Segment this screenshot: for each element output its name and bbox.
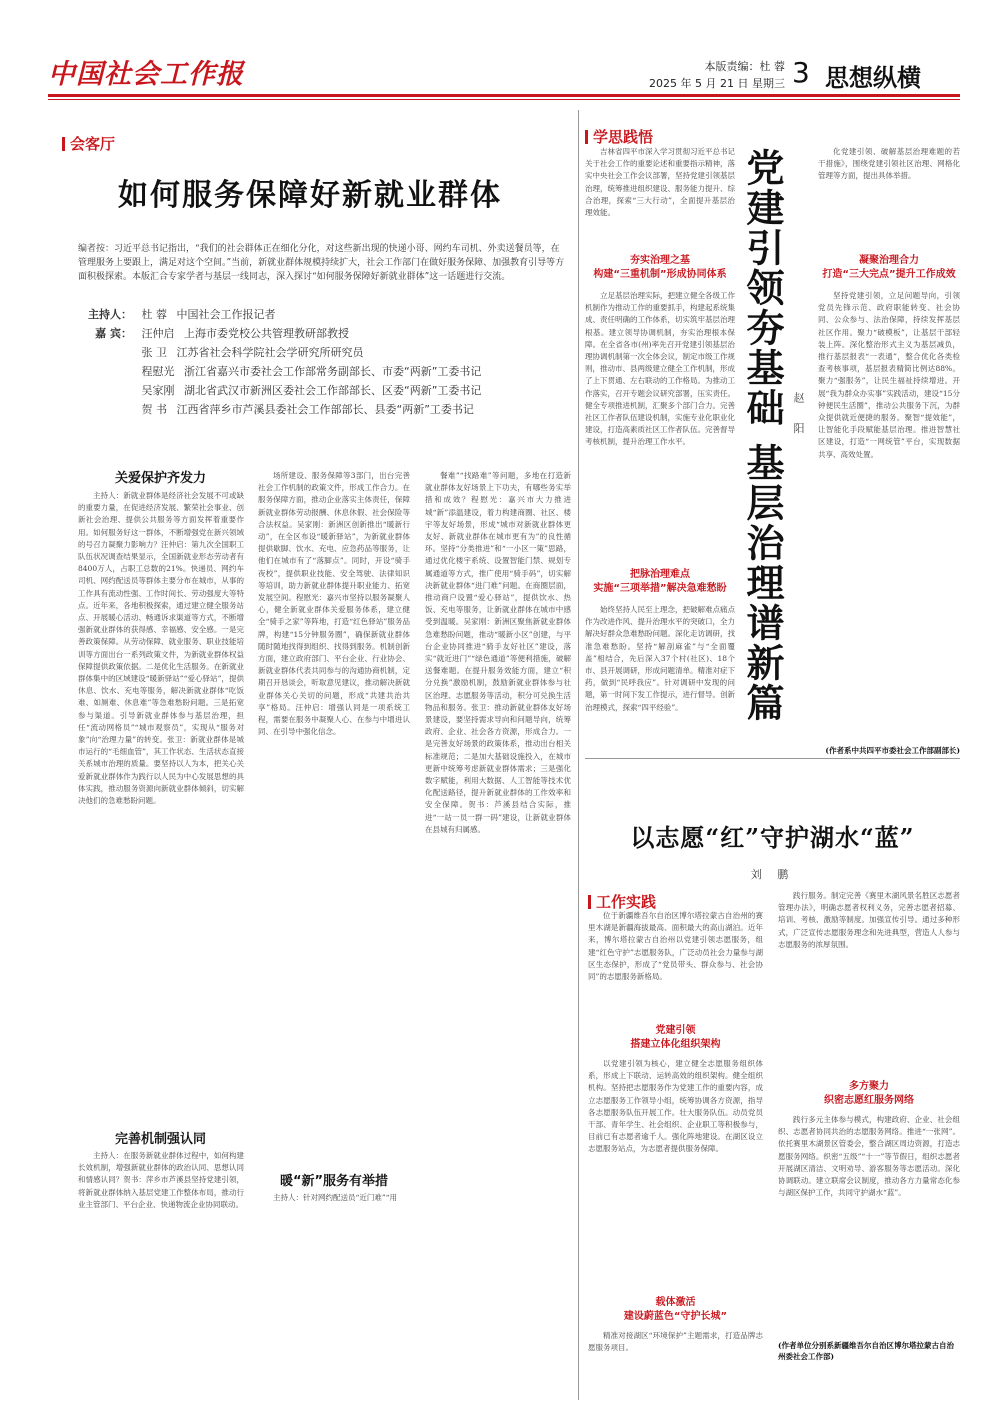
issue-date: 2025 年 5 月 21 日 星期三: [649, 77, 785, 90]
volunteer-headline: 以志愿“红”守护湖水“蓝”: [630, 823, 915, 852]
guest-row: [82, 343, 562, 362]
article-column-3: [425, 470, 571, 1370]
header-rule: [48, 94, 960, 97]
host-role: 主持人：: [88, 308, 132, 321]
editor-info: [649, 58, 785, 92]
header-rule-thin: [48, 99, 960, 100]
paragraph: 践行服务。制定完善《赛里木湖风景名胜区志愿者管理办法》，明确志愿者权利义务，完善志愿者招募、培训、考核、激励等制度。加强宣传引导。通过多种形式，广泛宣传志愿服务理念和先进典型，营造人人参与志愿服务的浓厚氛围。: [778, 891, 960, 949]
paragraph: 位于新疆维吾尔自治区博尔塔拉蒙古自治州的赛里木湖是新疆海拔最高、面积最大的高山湖泊。近年来，博尔塔拉蒙古自治州以党建引领志愿服务，组建“红色守护”志愿服务队，广泛动员社会力量参与湖区生态保护，形成了“党员带头、群众参与、社会协同”的志愿服务新格局。: [588, 911, 763, 982]
paragraph: 立足基层治理实际，把建立健全各级工作机制作为推动工作的重要抓手，构建起系统集成、责任明确的工作体系，切实筑牢基层治理根基。建立领导协调机制，夯实治理根本保障。在全省各市(州)率先召开党建引领基层治理协调机制第一次全体会议，制定市级工作规则，推动市、县两级建立健全工作机制，形成了上下贯通、左右联动的工作格局。为推动工作落实，召开专题会议研究部署，压实责任。健全专项推进机制，汇聚多个部门合力。完善社区工作者队伍建设机制，实施专业化职业化建设，打造高素质社区工作者队伍。完善督导考核机制，提升治理工作水平。: [585, 291, 735, 447]
page-title: 思想纵横: [825, 64, 921, 92]
paragraph: 场所建设、服务保障等3部门，出台完善社会工作机制的政策文件，形成工作合力。在服务保障方面，推动企业落实主体责任，保障新就业群体劳动报酬、休息休假、社会保险等合法权益。吴家刚：新洲区创新推出“暖新行动”，在全区布设“暖新驿站”，为新就业群体提供歇脚、饮水、充电、应急药品等服务，让他们在城市有了“落脚点”。同时，开设“骑手夜校”，提供职业技能、安全驾驶、法律知识等培训，助力新就业群体提升职业能力、拓宽发展空间。程慰光：嘉兴市坚持以服务凝聚人心，健全新就业群体关爱服务体系，建立健全“骑手之家”等阵地，打造“红色驿站”服务品牌，构建“15分钟服务圈”，确保新就业群体随时随地找得到组织、找得到服务。机制创新方面，建立政府部门、平台企业、行业协会、新就业群体代表共同参与的沟通协商机制，定期召开恳谈会，听取意见建议，推动解决新就业群体关心关切的问题，形成“共建共治共享”格局。汪仲启：增强认同是一项系统工程，需要在服务中凝聚人心、在参与中增进认同、在引导中强化信念。: [258, 471, 410, 737]
article-column-2-end: [258, 1192, 410, 1212]
article-column-b: [818, 146, 960, 240]
guest-org: 浙江省嘉兴市委社会工作部常务副部长、市委“两新”工委书记: [184, 365, 482, 378]
guest-name: 程慰光: [141, 365, 175, 378]
host-name: 杜 蓉: [141, 308, 167, 321]
article-title: 如何服务保障好新就业群体: [118, 178, 502, 213]
guest-org: 江西省萍乡市芦溪县委社会工作部部长、县委“两新”工委书记: [176, 403, 474, 416]
article-intro: [585, 146, 735, 236]
page-number: 3: [792, 56, 810, 89]
guest-org: 湖北省武汉市新洲区委社会工作部部长、区委“两新”工委书记: [184, 384, 482, 397]
article-column-c: [588, 910, 763, 1020]
vertical-author: 赵 阳: [792, 392, 805, 442]
guest-row: [82, 381, 562, 400]
guest-org: 江苏省社会科学院社会学研究所研究员: [176, 346, 364, 359]
subheading-network: 多方聚力 织密志愿红服务网络: [824, 1081, 914, 1106]
paragraph: 餐难”“找路难”等问题，多地在打造新就业群体友好场景上下功夫，有哪些务实举措和成效？程慰光：嘉兴市大力推进城“新”添温建设，着力构建商圈、社区、楼宇等友好场景，形成“城市对新就业群体更友好、新就业群体在城市更有为”的良性循环。坚持“分类推进”和“一小区一策”思路，通过优化楼宇系统、设置智能门禁、规划专属通道等方式，推广使用“骑手码”，切实解决新就业群体“进门难”问题。在商圈层面，推动商户设置“爱心驿站”，提供饮水、热饭、充电等服务，让新就业群体在城市中感受到温暖。吴家刚：新洲区聚焦新就业群体急难愁盼问题，推动“暖新小区”创建，与平台企业协同推进“骑手友好社区”建设，落实“就近进门”“绿色通道”等便利措施，破解送餐难题。在提升服务效能方面，建立“积分兑换”激励机制，鼓励新就业群体参与社区治理、志愿服务等活动，积分可兑换生活物品和服务。张卫：推动新就业群体友好场景建设，要坚持需求导向和问题导向，统筹政府、企业、社会各方资源，形成合力。一是完善友好场景的政策体系，推动出台相关标准规范；二是加大基础设施投入，在城市更新中统筹考虑新就业群体需求；三是强化数字赋能，利用大数据、人工智能等技术优化配送路径，提升新就业群体的工作效率和安全保障。贺书：芦溪县结合实际，推进“一站一员一群一码”建设，让新就业群体在县城有归属感。: [425, 471, 571, 834]
article-column-d1: [778, 1114, 960, 1334]
participants-list: [82, 305, 562, 419]
vertical-headline: 党建引领夯基础 基层治理谱新篇: [740, 148, 785, 724]
guests-role: 嘉 宾：: [95, 327, 132, 340]
article-column-2: [258, 470, 410, 1138]
paragraph: 以党建引领为核心，建立健全志愿服务组织体系，形成上下联动、运转高效的组织架构。健全组织机构。坚持把志愿服务作为党建工作的重要内容，成立志愿服务工作领导小组，统筹协调各方资源，指导各志愿服务队伍开展工作。壮大服务队伍。动员党员干部、青年学生、社会组织、企业职工等积极参与，目前已有志愿者逾千人。强化阵地建设。在湖区设立志愿服务站点，为志愿者提供服务保障。: [588, 1059, 763, 1154]
subheading-mechanism: 完善机制强认同: [114, 1132, 206, 1147]
guest-name: 张 卫: [141, 346, 167, 359]
section-tag-work-practice: 工作实践: [588, 891, 656, 912]
guest-row: [82, 362, 562, 381]
paragraph: 主持人：针对网约配送员“近门难”“用: [273, 1193, 398, 1202]
section-divider: [585, 758, 960, 759]
paragraph: 始终坚持人民至上理念，把破解难点痛点作为改进作风、提升治理水平的突破口，全力解决好群众急难愁盼问题。深化走访调研，找准急难愁盼。坚持“解剖麻雀”与“全面覆盖”相结合，先后深入37个村(社区)、18个市、县开展调研，形成问题清单。精准对症下药，做到“民呼我应”。针对调研中发现的问题，第一时间下发工作提示，进行督导。创新治理模式，探索“四平经验”。: [585, 605, 735, 712]
host-row: [82, 305, 562, 324]
article-column-1: [78, 490, 244, 1020]
paragraph: 吉林省四平市深入学习贯彻习近平总书记关于社会工作的重要论述和重要指示精神，落实中央社会工作会议部署，坚持党建引领基层治理，统筹推进组织建设、服务能力提升、综合治理，探索“三大行动”，全面提升基层治理效能。: [585, 147, 735, 218]
article-column-a2: [585, 604, 735, 784]
section-tag-guest-room: 会客厅: [62, 133, 115, 154]
guest-name: 吴家刚: [141, 384, 175, 397]
newspaper-logo: 中国社会工作报: [48, 59, 244, 90]
subheading-warm-service: 暖“新”服务有举措: [279, 1174, 389, 1189]
section-tag-study: 学思践悟: [585, 126, 653, 147]
guest-row: [82, 400, 562, 419]
guest-name: 汪仲启: [141, 327, 175, 340]
article-column-d: [778, 890, 960, 1030]
paragraph: 坚持党建引领，立足问题导向，引领党员先锋示范、政府职能转变、社会协同、公众参与、法治保障，持续发挥基层社区作用。聚力“破模板”，让基层干部轻装上阵。深化整治形式主义为基层减负，推行基层报表“一表通”，整合优化各类检查考核事项，基层报表精简比例达88%。聚力“强服务”，让民生福祉持续增进。开展“我为群众办实事”实践活动，建设“15分钟便民生活圈”，推动公共服务下沉，为群众提供就近便捷的服务。聚智“提效能”，让智能化手段赋能基层治理。推进智慧社区建设，打造“一网统管”平台，实现数据共享、高效处置。: [818, 291, 960, 459]
subheading-carrier: 载体激活 建设蔚蓝色“守护长城”: [623, 1297, 728, 1322]
article-column-a1: [585, 290, 735, 560]
paragraph: 主持人：新就业群体是经济社会发展不可或缺的重要力量，在促进经济发展、繁荣社会事业、创新社会治理、提供公共服务等方面发挥着重要作用。如何服务好这一群体，不断增强党在新兴领域的号召力凝聚力影响力？汪仲启：第九次全国职工队伍状况调查结果显示，全国新就业形态劳动者有8400万人，占职工总数的21%。快递员、网约车司机、网约配送员等群体主要分布在城市，从事的工作具有流动性强、工作时间长、劳动强度大等特点。近年来，各地积极探索，通过建立健全服务站点、开展暖心活动、畅通诉求渠道等方式，不断增强新就业群体的获得感、幸福感、安全感。一是完善政策保障。从劳动保障、就业服务、职业技能培训等方面出台一系列政策文件，为新就业群体权益保障提供政策依据。二是优化生活服务。在新就业群体集中的区域建设“暖新驿站”“爱心驿站”，提供休息、饮水、充电等服务，解决新就业群体“吃饭难、如厕难、休息难”等急难愁盼问题。三是拓宽参与渠道。引导新就业群体参与基层治理，担任“流动网格员”“城市观察员”，实现从“服务对象”向“治理力量”的转变。张卫：新就业群体是城市运行的“毛细血管”，其工作状态、生活状态直接关系城市治理的质量。要坚持以人为本，把关心关爱新就业群体作为践行以人民为中心发展思想的具体实践，推动服务资源向新就业群体倾斜，切实解决他们的急难愁盼问题。: [78, 491, 244, 806]
paragraph: 践行多元主体参与模式，构建政府、企业、社会组织、志愿者协同共治的志愿服务网络。推进“一张网”。依托赛里木湖景区管委会，整合湖区周边资源，打造志愿服务网络。织密“五级”“十一”等节假日，组织志愿者开展湖区清洁、文明劝导、游客服务等志愿活动。深化协调联动。建立联席会议制度，推动各方力量常态化参与湖区保护工作，共同守护湖水“蓝”。: [778, 1115, 960, 1198]
subheading-foundation: 夯实治理之基 构建“三重机制”形成协同体系: [593, 255, 727, 280]
column-divider: [578, 110, 579, 1400]
host-org: 中国社会工作报记者: [176, 308, 276, 321]
subheading-synergy: 凝聚治理合力 打造“三大完点”提升工作成效: [822, 255, 956, 280]
volunteer-author: 刘 鹏: [750, 868, 795, 881]
guest-name: 贺 书: [141, 403, 167, 416]
subheading-pain-points: 把脉治理难点 实施“三项举措”解决急难愁盼: [593, 569, 727, 594]
guest-row: [82, 324, 562, 343]
paragraph: 主持人：在服务新就业群体过程中，如何构建长效机制，增强新就业群体的政治认同、思想认同和情感认同？贺书：萍乡市芦溪县坚持党建引领，将新就业群体纳入基层党建工作整体布局，推动行业主管部门、平台企业、快递物流企业协同联动。: [78, 1151, 244, 1209]
article-column-b1: [818, 290, 960, 726]
article-column-c2: [588, 1330, 763, 1370]
editor-name: 本版责编：杜 蓉: [704, 60, 785, 73]
paragraph: 精准对接湖区“环境保护”主题需求，打造品牌志愿服务项目。: [588, 1331, 763, 1353]
subheading-organization: 党建引领 搭建立体化组织架构: [630, 1025, 721, 1050]
article-column-c1: [588, 1058, 763, 1278]
author-note: (作者系中共四平市委社会工作部副部长): [825, 746, 960, 755]
subheading-care-protection: 关爱保护齐发力: [114, 471, 206, 486]
author-note-volunteer: (作者单位分别系新疆维吾尔自治区博尔塔拉蒙古自治州委社会工作部): [778, 1341, 955, 1361]
article-column-1b: [78, 1150, 244, 1380]
paragraph: 化党建引领、破解基层治理难题的若干措施》，围绕党建引领社区治理、网格化管理等方面，提出具体举措。: [818, 147, 960, 181]
editor-note: 编者按：习近平总书记指出，“我们的社会群体正在细化分化，对这些新出现的快递小哥、网约车司机、外卖送餐员等，在管理服务上要跟上，满足对这个空间。”当前，新就业群体规模持续扩大，社会工作部门在做好服务保障、加强教育引导等方面积极探索。本版汇合专家学者与基层一线同志，深入探讨“如何服务保障好新就业群体”这一话题进行交流。: [78, 244, 565, 282]
guest-org: 上海市委党校公共管理教研部教授: [184, 327, 349, 340]
